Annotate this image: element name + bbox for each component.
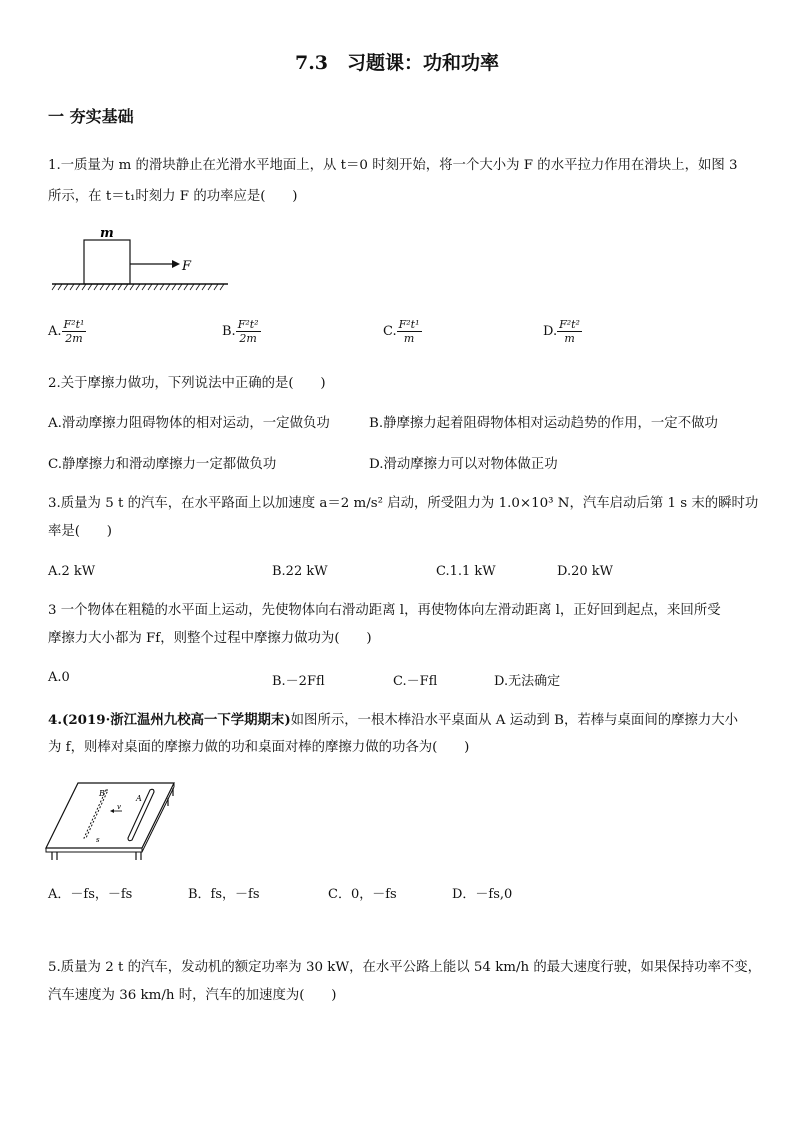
q3-option-c[interactable]: C.1.1 kW <box>436 564 496 579</box>
q3-option-b[interactable]: B.22 kW <box>272 564 328 579</box>
q1-option-d[interactable] <box>543 318 582 345</box>
q1-line2: 所示，在 t＝t₁时刻力 F 的功率应是( ) <box>48 189 298 204</box>
fraction-denominator: 2m <box>239 332 257 345</box>
fraction-denominator: m <box>564 332 575 345</box>
q1-option-b[interactable] <box>222 318 261 345</box>
q1-option-b-fraction <box>236 318 261 345</box>
q4-option-b[interactable]: B．fs，－fs <box>188 887 260 902</box>
q4-source: 4.(2019·浙江温州九校高一下学期期末) <box>48 712 291 728</box>
q4-line1 <box>48 710 738 731</box>
q1-fig-force-label: F <box>182 259 192 274</box>
q2-option-a[interactable]: A.滑动摩擦力阻碍物体的相对运动，一定做负功 <box>48 416 330 431</box>
q1-block-figure <box>48 222 238 298</box>
q3-line2: 率是( ) <box>48 524 113 539</box>
page-title: 7.3 习题课：功和功率 <box>294 52 500 74</box>
q1-option-d-label: D. <box>543 324 558 339</box>
q2-line1: 2.关于摩擦力做功，下列说法中正确的是( ) <box>48 376 326 391</box>
fraction-denominator: m <box>403 332 415 345</box>
q3b-option-a[interactable]: A.0 <box>48 670 70 685</box>
q4-option-a[interactable]: A．－fs，－fs <box>48 887 133 902</box>
q1-option-a[interactable] <box>48 318 86 345</box>
q4-fig-label-s: s <box>96 836 100 844</box>
section-heading: 一 夯实基础 <box>48 107 134 126</box>
q1-option-d-fraction <box>557 318 582 345</box>
q3b-option-b[interactable]: B.－2Ffl <box>272 674 325 689</box>
q4-option-d[interactable]: D．－fs,0 <box>452 887 513 902</box>
fraction-denominator: 2m <box>65 332 83 345</box>
fraction-numerator: F²t² <box>559 318 580 331</box>
q3-line1: 3.质量为 5 t 的汽车，在水平路面上以加速度 a＝2 m/s² 启动，所受阻力为 1.0×10³ N，汽车启动后第 1 s 末的瞬时功 <box>48 496 759 511</box>
q4-fig-label-b: B <box>99 789 105 798</box>
q1-option-b-label: B. <box>222 324 236 339</box>
q4-line2: 为 f，则棒对桌面的摩擦力做的功和桌面对棒的摩擦力做的功各为( ) <box>48 740 470 755</box>
q3b-line2: 摩擦力大小都为 Ff，则整个过程中摩擦力做功为( ) <box>48 631 372 646</box>
q2-option-b[interactable]: B.静摩擦力起着阻碍物体相对运动趋势的作用，一定不做功 <box>369 416 718 431</box>
q3b-option-d[interactable]: D.无法确定 <box>494 674 561 689</box>
q3-option-a[interactable]: A.2 kW <box>48 564 96 579</box>
q4-table-rod-figure <box>44 780 180 862</box>
fraction-numerator: F²t¹ <box>63 318 85 331</box>
q2-option-c[interactable]: C.静摩擦力和滑动摩擦力一定都做负功 <box>48 457 277 472</box>
q1-option-c[interactable] <box>383 318 422 345</box>
q1-option-a-fraction <box>62 318 87 345</box>
q1-option-a-label: A. <box>48 324 62 339</box>
q5-line2: 汽车速度为 36 km/h 时，汽车的加速度为( ) <box>48 988 337 1003</box>
q1-option-c-fraction <box>397 318 422 345</box>
q3b-option-c[interactable]: C.－Ffl <box>393 674 438 689</box>
q4-fig-label-a: A <box>136 794 142 803</box>
q4-fig-label-v: v <box>117 803 121 811</box>
fraction-numerator: F²t² <box>237 318 259 331</box>
q1-option-c-label: C. <box>383 324 397 339</box>
q3-option-d[interactable]: D.20 kW <box>557 564 614 579</box>
q1-fig-mass-label: m <box>100 226 114 241</box>
fraction-numerator: F²t¹ <box>398 318 420 331</box>
q4-option-c[interactable]: C．0，－fs <box>328 887 397 902</box>
q5-line1: 5.质量为 2 t 的汽车，发动机的额定功率为 30 kW，在水平公路上能以 54 km/h 的最大速度行驶，如果保持功率不变， <box>48 960 762 975</box>
q4-line1-text: 如图所示，一根木棒沿水平桌面从 A 运动到 B，若棒与桌面间的摩擦力大小 <box>290 713 739 728</box>
q3b-line1: 3 一个物体在粗糙的水平面上运动，先使物体向右滑动距离 l，再使物体向左滑动距离 l，正好回到起点，来回所受 <box>48 603 721 618</box>
q2-option-d[interactable]: D.滑动摩擦力可以对物体做正功 <box>369 457 558 472</box>
q1-line1: 1.一质量为 m 的滑块静止在光滑水平地面上，从 t＝0 时刻开始，将一个大小为 F 的水平拉力作用在滑块上，如图 3 <box>48 158 738 173</box>
